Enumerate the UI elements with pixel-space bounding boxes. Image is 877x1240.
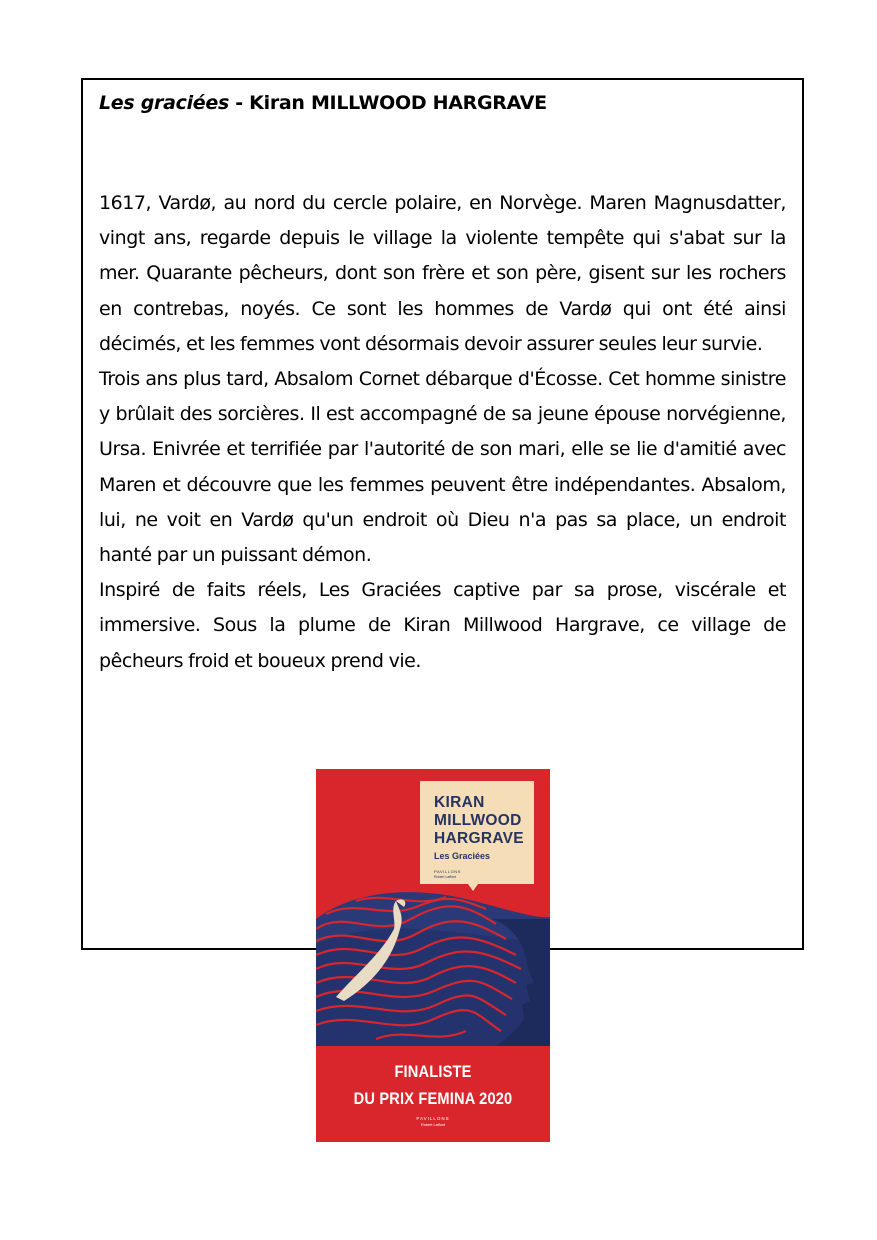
synopsis — [99, 186, 786, 679]
cover-author-line-2: MILLWOOD — [434, 812, 522, 829]
band-publisher-sub: Robert Laffont — [421, 1123, 445, 1127]
prize-line-2: DU PRIX FEMINA 2020 — [353, 1089, 513, 1108]
paragraph-1: 1617, Vardø, au nord du cercle polaire, en Norvège. Maren Magnusdatter, vingt ans, regarde depuis le village la violente tempête qui s'abat sur la mer. Quarante pêcheurs, dont son frère et son père, gisent sur les rochers en contrebas, noyés. Ce sont les hommes de Vardø qui ont été ainsi décimés, et les femmes vont désormais devoir assurer seules leur survie. — [99, 192, 786, 355]
cover-book-title: Les Graciées — [434, 851, 491, 861]
paragraph-3: Inspiré de faits réels, Les Graciées captive par sa prose, viscérale et immersive. Sous la plume de Kiran Millwood Hargrave, ce village de pêcheurs froid et boueux prend vie. — [99, 579, 786, 672]
page-title — [99, 92, 547, 114]
prize-line-1: FINALISTE — [394, 1062, 472, 1081]
cover-author-line-1: KIRAN — [434, 794, 485, 811]
author-name: - Kiran MILLWOOD HARGRAVE — [228, 92, 547, 114]
band-publisher: PAVILLONS — [416, 1116, 450, 1121]
label-tail — [468, 884, 478, 891]
prize-text — [332, 1058, 533, 1112]
book-cover — [316, 769, 550, 1142]
cover-publisher: PAVILLONS — [434, 869, 462, 874]
cover-publisher-sub: Robert Laffont — [434, 875, 457, 879]
paragraph-2: Trois ans plus tard, Absalom Cornet débarque d'Écosse. Cet homme sinistre y brûlait des sorcières. Il est accompagné de sa jeune épouse norvégienne, Ursa. Enivrée et terrifiée par l'autorité de son mari, elle se lie d'amitié avec Maren et découvre que les femmes peuvent être indépendantes. Absalom, lui, ne voit en Vardø qu'un endroit où Dieu n'a pas sa place, un endroit hanté par un puissant démon. — [99, 368, 786, 567]
prize-band — [316, 1046, 550, 1142]
book-title-italic: Les graciées — [99, 92, 229, 114]
cover-author-line-3: HARGRAVE — [434, 830, 524, 847]
cover-label — [420, 781, 534, 884]
